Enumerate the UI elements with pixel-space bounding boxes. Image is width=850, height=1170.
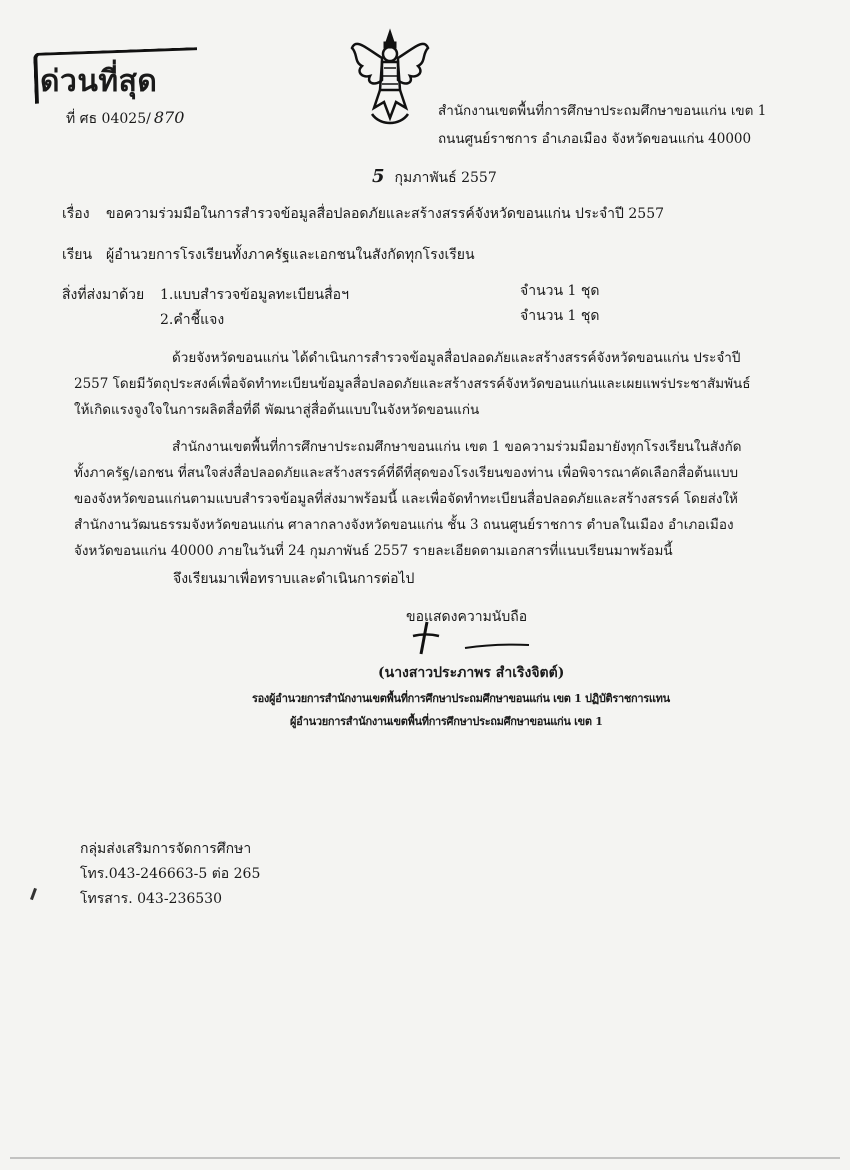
subject-text: ขอความร่วมมือในการสำรวจข้อมูลสื่อปลอดภัยและสร้างสรรค์จังหวัดขอนแก่น ประจำปี 2557	[106, 206, 665, 222]
scan-edge-line	[10, 1157, 840, 1159]
enclosure-item: 1.แบบสำรวจข้อมูลทะเบียนสื่อฯ	[160, 287, 349, 303]
paragraph-2-line: สำนักงานวัฒนธรรมจังหวัดขอนแก่น ศาลากลางจังหวัดขอนแก่น ชั้น 3 ถนนศูนย์ราชการ ตำบลในเมือง อำเภอเมือง	[74, 517, 734, 533]
paragraph-1-line: ด้วยจังหวัดขอนแก่น ได้ดำเนินการสำรวจข้อมูลสื่อปลอดภัยและสร้างสรรค์จังหวัดขอนแก่น ประจำปี	[172, 350, 741, 366]
paragraph-2-line: ทั้งภาครัฐ/เอกชน ที่สนใจส่งสื่อปลอดภัยและสร้างสรรค์ที่ดีที่สุดของโรงเรียนของท่าน เพื่อพิจารณาคัดเลือกสื่อต้นแบบ	[74, 465, 739, 481]
document-number-handwritten: 870	[153, 108, 185, 127]
subject-line	[62, 203, 664, 225]
document-number	[66, 108, 184, 130]
garuda-emblem-icon	[348, 28, 432, 128]
signatory-name: (นางสาวประภาพร สำเริงจิตต์)	[378, 665, 565, 681]
paragraph-1-line: ให้เกิดแรงจูงใจในการผลิตสื่อที่ดี พัฒนาสู่สื่อต้นแบบในจังหวัดขอนแก่น	[74, 402, 480, 418]
salutation-line	[62, 244, 475, 266]
closing-line: จึงเรียนมาเพื่อทราบและดำเนินการต่อไป	[173, 571, 415, 587]
enclosures-label: สิ่งที่ส่งมาด้วย	[62, 287, 145, 303]
salutation-text: ผู้อำนวยการโรงเรียนทั้งภาครัฐและเอกชนในสังกัดทุกโรงเรียน	[106, 247, 475, 263]
subject-label: เรื่อง	[62, 206, 90, 222]
enclosure-quantity: จำนวน 1 ชุด	[520, 308, 600, 324]
document-number-prefix: ที่ ศธ 04025/	[66, 111, 151, 127]
salutation-label: เรียน	[62, 247, 93, 263]
letter-date	[372, 166, 497, 189]
handwritten-signature-icon	[405, 618, 535, 658]
footer-phone: โทร.043-246663-5 ต่อ 265	[80, 866, 261, 882]
date-day: 5	[372, 166, 385, 187]
organization-name: สำนักงานเขตพื้นที่การศึกษาประถมศึกษาขอนแก่น เขต 1	[438, 103, 767, 119]
paragraph-2-line: สำนักงานเขตพื้นที่การศึกษาประถมศึกษาขอนแก่น เขต 1 ขอความร่วมมือมายังทุกโรงเรียนในสังกัด	[172, 439, 742, 455]
urgency-stamp: ด่วนที่สุด	[40, 64, 158, 99]
signatory-title-line-1: รองผู้อำนวยการสำนักงานเขตพื้นที่การศึกษาประถมศึกษาขอนแก่น เขต 1 ปฏิบัติราชการแทน	[252, 692, 670, 705]
enclosure-quantity: จำนวน 1 ชุด	[520, 283, 600, 299]
footer-fax: โทรสาร. 043-236530	[80, 891, 222, 907]
date-month-year: กุมภาพันธ์ 2557	[394, 170, 497, 186]
regards-line: ขอแสดงความนับถือ	[406, 609, 528, 625]
footer-department: กลุ่มส่งเสริมการจัดการศึกษา	[80, 841, 252, 857]
organization-address: ถนนศูนย์ราชการ อำเภอเมือง จังหวัดขอนแก่น 40000	[438, 131, 752, 147]
scan-speck	[30, 888, 37, 900]
paragraph-2-line: ของจังหวัดขอนแก่นตามแบบสำรวจข้อมูลที่ส่งมาพร้อมนี้ และเพื่อจัดทำทะเบียนสื่อปลอดภัยและสร้างสรรค์ โดยส่งให้	[74, 491, 738, 507]
paragraph-2-line: จังหวัดขอนแก่น 40000 ภายในวันที่ 24 กุมภาพันธ์ 2557 รายละเอียดตามเอกสารที่แนบเรียนมาพร้อมนี้	[74, 543, 673, 559]
paragraph-1-line: 2557 โดยมีวัตถุประสงค์เพื่อจัดทำทะเบียนข้อมูลสื่อปลอดภัยและสร้างสรรค์จังหวัดขอนแก่นและเผยแพร่ประชาสัมพันธ์	[74, 376, 751, 392]
enclosure-item: 2.คำชี้แจง	[160, 312, 225, 328]
signatory-title-line-2: ผู้อำนวยการสำนักงานเขตพื้นที่การศึกษาประถมศึกษาขอนแก่น เขต 1	[290, 715, 603, 728]
